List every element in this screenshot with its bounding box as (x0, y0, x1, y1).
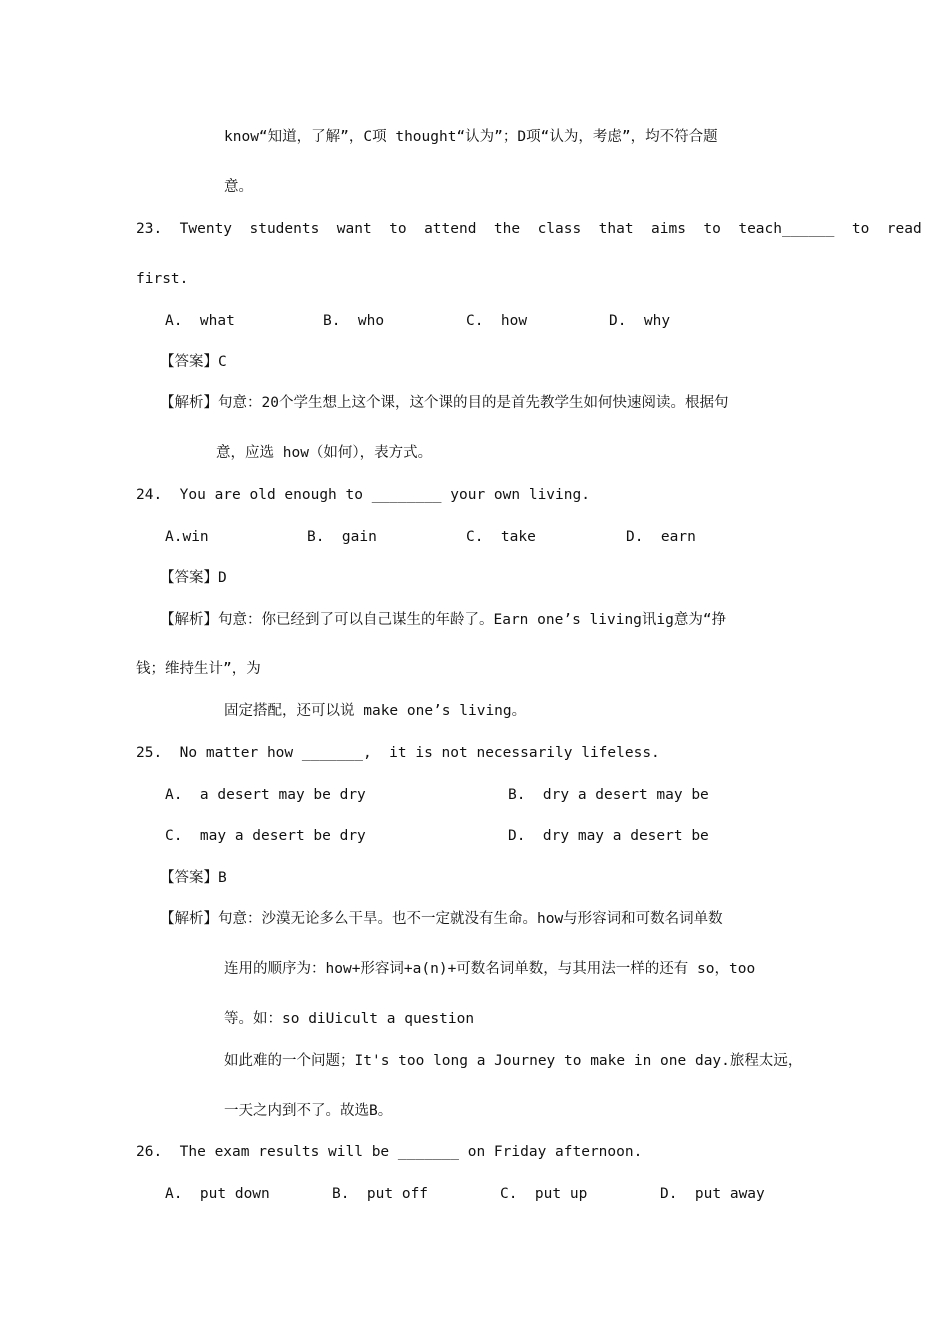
explanation-line: 意。 (224, 179, 253, 195)
q26-option-a: A. put down (165, 1186, 270, 1202)
q24-explanation: 【解析】句意：你已经到了可以自己谋生的年龄了。Earn one’s living讯ig意为“挣 (160, 612, 727, 628)
q24-explanation-cont: 钱；维持生计”，为 (136, 661, 261, 677)
q23-option-c: C. how (466, 313, 528, 329)
q23-option-a: A. what (165, 313, 235, 329)
q26-option-d: D. put away (660, 1186, 765, 1202)
q23-explanation-cont: 意，应选 how（如何），表方式。 (216, 445, 433, 461)
q26-option-b: B. put off (332, 1186, 429, 1202)
q25-explanation-cont: 连用的顺序为：how+形容词+a(n)+可数名词单数，与其用法一样的还有 so，too (224, 961, 756, 977)
q25-explanation-cont: 如此难的一个问题；It's too long a Journey to make in one day.旅程太远， (224, 1053, 803, 1069)
q24-option-b: B. gain (307, 529, 377, 545)
q25-explanation: 【解析】句意：沙漠无论多么干旱。也不一定就没有生命。how与形容词和可数名词单数 (160, 911, 723, 927)
q23-answer: 【答案】C (160, 354, 227, 370)
question-24-stem: 24. You are old enough to ________ your own living. (136, 487, 590, 503)
q23-option-d: D. why (609, 313, 671, 329)
q25-option-d: D. dry may a desert be (508, 828, 709, 844)
q25-answer: 【答案】B (160, 870, 227, 886)
q23-option-b: B. who (323, 313, 385, 329)
q25-option-a: A. a desert may be dry (165, 787, 366, 803)
q24-explanation-cont: 固定搭配，还可以说 make one’s living。 (224, 703, 527, 719)
question-23-stem-cont: first. (136, 271, 189, 287)
q24-answer: 【答案】D (160, 570, 227, 586)
question-23-stem: 23. Twenty students want to attend the class that aims to teach______ to read (136, 221, 922, 237)
q26-option-c: C. put up (500, 1186, 588, 1202)
explanation-line: know“知道，了解”，C项 thought“认为”；D项“认为，考虑”，均不符合题 (224, 129, 718, 145)
question-25-stem: 25. No matter how _______, it is not necessarily lifeless. (136, 745, 660, 761)
q25-option-b: B. dry a desert may be (508, 787, 709, 803)
q24-option-c: C. take (466, 529, 536, 545)
q24-option-a: A.win (165, 529, 209, 545)
q25-explanation-cont: 一天之内到不了。故选B。 (224, 1103, 393, 1119)
q24-option-d: D. earn (626, 529, 696, 545)
question-26-stem: 26. The exam results will be _______ on Friday afternoon. (136, 1144, 643, 1160)
q23-explanation: 【解析】句意：20个学生想上这个课，这个课的目的是首先教学生如何快速阅读。根据句 (160, 395, 729, 411)
q25-explanation-cont: 等。如：so diUicult a question (224, 1011, 475, 1027)
q25-option-c: C. may a desert be dry (165, 828, 366, 844)
